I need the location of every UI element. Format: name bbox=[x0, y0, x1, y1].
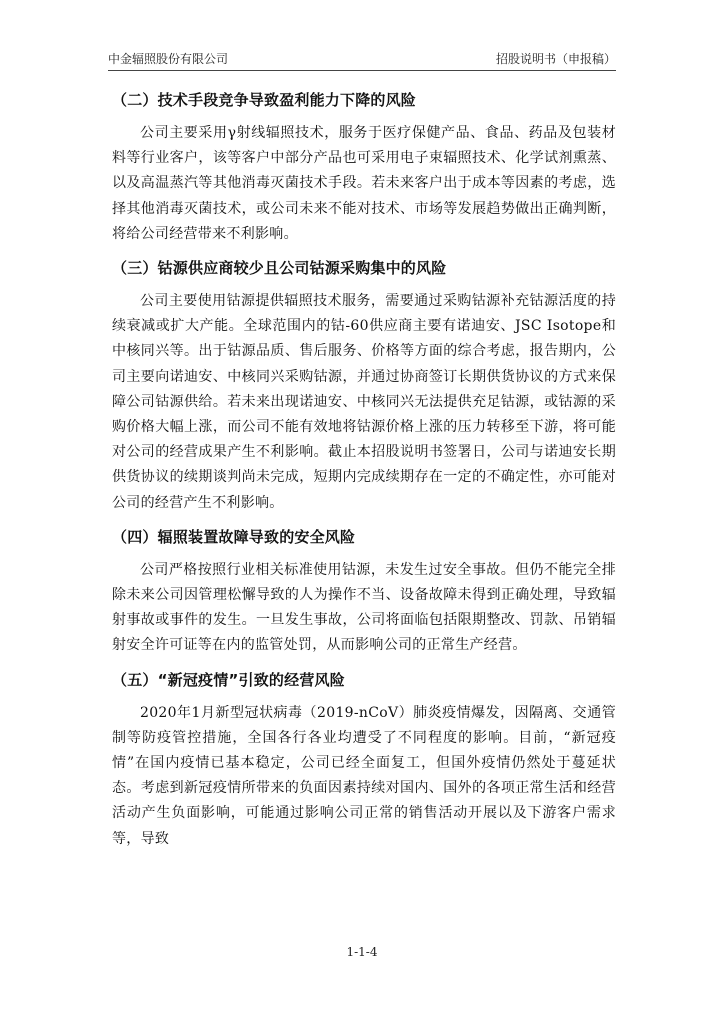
section-heading: （三）钴源供应商较少且公司钴源采购集中的风险 bbox=[112, 259, 447, 278]
header-divider bbox=[108, 70, 616, 71]
section-heading: （五）“新冠疫情”引致的经营风险 bbox=[112, 670, 345, 689]
risk-section-technology bbox=[112, 89, 616, 247]
header-document-title: 招股说明书（申报稿） bbox=[495, 52, 616, 66]
page-number: 1-1-4 bbox=[346, 945, 378, 959]
section-paragraph: 公司主要采用γ射线辐照技术，服务于医疗保健产品、食品、药品及包装材料等行业客户，该等客户中部分产品也可采用电子束辐照技术、化学试剂熏蒸、以及高温蒸汽等其他消毒灭菌技术手段。若未来客户出于成本等因素的考虑，选择其他消毒灭菌技术，或公司未来不能对技术、市场等发展趋势做出正确判断，将给公司经营带来不利影响。 bbox=[112, 125, 616, 242]
risk-section-cobalt-supply bbox=[112, 257, 616, 516]
risk-section-covid bbox=[112, 669, 616, 852]
header-company-name: 中金辐照股份有限公司 bbox=[108, 52, 229, 66]
section-heading: （四）辐照装置故障导致的安全风险 bbox=[112, 527, 356, 546]
section-paragraph: 公司主要使用钴源提供辐照技术服务，需要通过采购钴源补充钴源活度的持续衰减或扩大产能。全球范围内的钴-60供应商主要有诺迪安、JSC Isotope和中核同兴等。出于钴源品质、售后服务、价格等方面的综合考虑，报告期内，公司主要向诺迪安、中核同兴采购钴源，并通过协商签订长期供货协议的方式来保障公司钴源供给。若未来出现诺迪安、中核同兴无法提供充足钴源，或钴源的采购价格大幅上涨，而公司不能有效地将钴源价格上涨的压力转移至下游，将可能对公司的经营成果产生不利影响。截止本招股说明书签署日，公司与诺迪安长期供货协议的续期谈判尚未完成，短期内完成续期存在一定的不确定性，亦可能对公司的经营产生不利影响。 bbox=[112, 293, 616, 511]
risk-section-safety bbox=[112, 526, 616, 659]
section-paragraph: 公司严格按照行业相关标准使用钴源，未发生过安全事故。但仍不能完全排除未来公司因管理松懈导致的人为操作不当、设备故障未得到正确处理，导致辐射事故或事件的发生。一旦发生事故，公司将面临包括限期整改、罚款、吊销辐射安全许可证等在内的监管处罚，从而影响公司的正常生产经营。 bbox=[112, 561, 616, 654]
section-paragraph: 2020年1月新型冠状病毒（2019-nCoV）肺炎疫情爆发，因隔离、交通管制等防疫管控措施，全国各行各业均遭受了不同程度的影响。目前，“新冠疫情”在国内疫情已基本稳定，公司已经全面复工，但国外疫情仍然处于蔓延状态。考虑到新冠疫情所带来的负面因素持续对国内、国外的各项正常生活和经营活动产生负面影响，可能通过影响公司正常的销售活动开展以及下游客户需求等，导致 bbox=[112, 704, 616, 847]
document-body bbox=[112, 86, 616, 852]
section-heading: （二）技术手段竞争导致盈利能力下降的风险 bbox=[112, 91, 417, 109]
page-header bbox=[108, 50, 616, 68]
